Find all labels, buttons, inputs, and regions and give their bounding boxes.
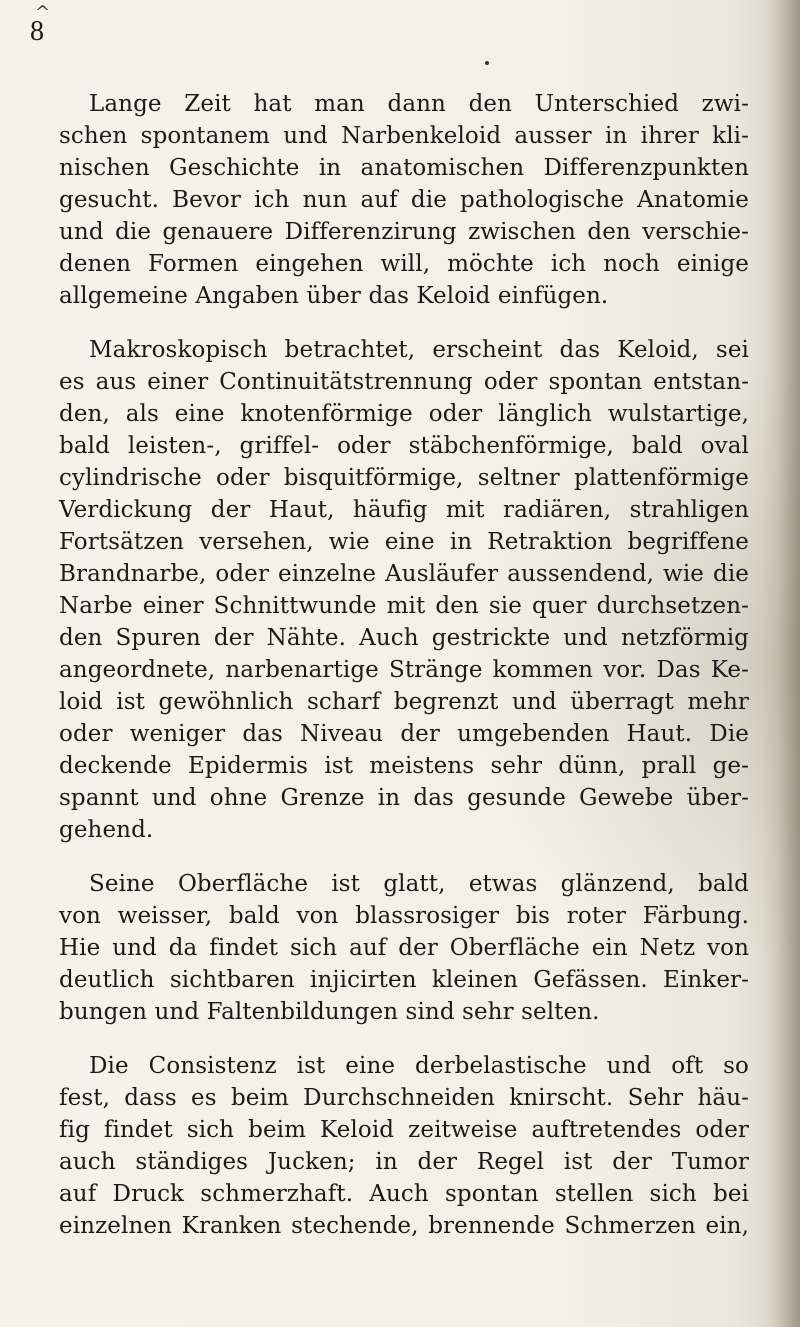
text-line: allgemeine Angaben über das Keloid einfügen. xyxy=(59,283,609,309)
text-line: auf Druck schmerzhaft. Auch spontan stellen sich bei xyxy=(59,1181,749,1207)
text-line: loid ist gewöhnlich scharf begrenzt und überragt mehr xyxy=(59,689,749,715)
text-line: auch ständiges Jucken; in der Regel ist der Tumor xyxy=(59,1149,749,1175)
text-line: bungen und Faltenbildungen sind sehr selten. xyxy=(59,999,600,1025)
text-line: cylindrische oder bisquitförmige, seltner plattenförmige xyxy=(59,465,749,491)
text-line: gesucht. Bevor ich nun auf die pathologische Anatomie xyxy=(59,187,749,213)
page-number: 8 xyxy=(30,16,44,47)
text-line: spannt und ohne Grenze in das gesunde Gewebe über- xyxy=(59,785,749,811)
text-line: von weisser, bald von blassrosiger bis roter Färbung. xyxy=(59,903,749,929)
text-line: schen spontanem und Narbenkeloid ausser in ihrer kli- xyxy=(59,123,749,149)
text-line: Narbe einer Schnittwunde mit den sie quer durchsetzen- xyxy=(59,593,749,619)
text-line: Die Consistenz ist eine derbelastische und oft so xyxy=(89,1053,749,1079)
text-line: oder weniger das Niveau der umgebenden Haut. Die xyxy=(59,721,749,747)
text-line: Fortsätzen versehen, wie eine in Retraktion begriffene xyxy=(59,529,749,555)
text-line: gehend. xyxy=(59,817,154,843)
text-line: fig findet sich beim Keloid zeitweise auftretendes oder xyxy=(59,1117,749,1143)
caret-mark: ^ xyxy=(35,2,51,23)
text-line: denen Formen eingehen will, möchte ich noch einige xyxy=(59,251,749,277)
text-line: den Spuren der Nähte. Auch gestrickte und netzförmig xyxy=(59,625,749,651)
text-line: Makroskopisch betrachtet, erscheint das Keloid, sei xyxy=(89,337,749,363)
text-line: Seine Oberfläche ist glatt, etwas glänzend, bald xyxy=(89,871,749,897)
paragraph-1 xyxy=(59,88,749,312)
text-line: Hie und da findet sich auf der Oberfläche ein Netz von xyxy=(59,935,749,961)
text-line: angeordnete, narbenartige Stränge kommen vor. Das Ke- xyxy=(59,657,749,683)
page-text xyxy=(59,88,749,1242)
text-line: Brandnarbe, oder einzelne Ausläufer aussendend, wie die xyxy=(59,561,749,587)
text-line: den, als eine knotenförmige oder länglich wulstartige, xyxy=(59,401,749,427)
text-line: Lange Zeit hat man dann den Unterschied zwi- xyxy=(89,91,749,117)
page-edge-shadow xyxy=(762,0,800,1327)
text-line: bald leisten-, griffel- oder stäbchenförmige, bald oval xyxy=(59,433,749,459)
text-line: es aus einer Continuitätstrennung oder spontan entstan- xyxy=(59,369,749,395)
text-line: deutlich sichtbaren injicirten kleinen Gefässen. Einker- xyxy=(59,967,749,993)
text-line: deckende Epidermis ist meistens sehr dünn, prall ge- xyxy=(59,753,749,779)
paragraph-3 xyxy=(59,868,749,1028)
text-line: Verdickung der Haut, häufig mit radiären, strahligen xyxy=(59,497,749,523)
paragraph-2 xyxy=(59,334,749,846)
text-line: fest, dass es beim Durchschneiden knirscht. Sehr häu- xyxy=(59,1085,749,1111)
text-line: einzelnen Kranken stechende, brennende Schmerzen ein, xyxy=(59,1213,749,1239)
print-dot xyxy=(485,61,489,65)
text-line: nischen Geschichte in anatomischen Differenzpunkten xyxy=(59,155,749,181)
paragraph-4 xyxy=(59,1050,749,1242)
text-line: und die genauere Differenzirung zwischen den verschie- xyxy=(59,219,749,245)
